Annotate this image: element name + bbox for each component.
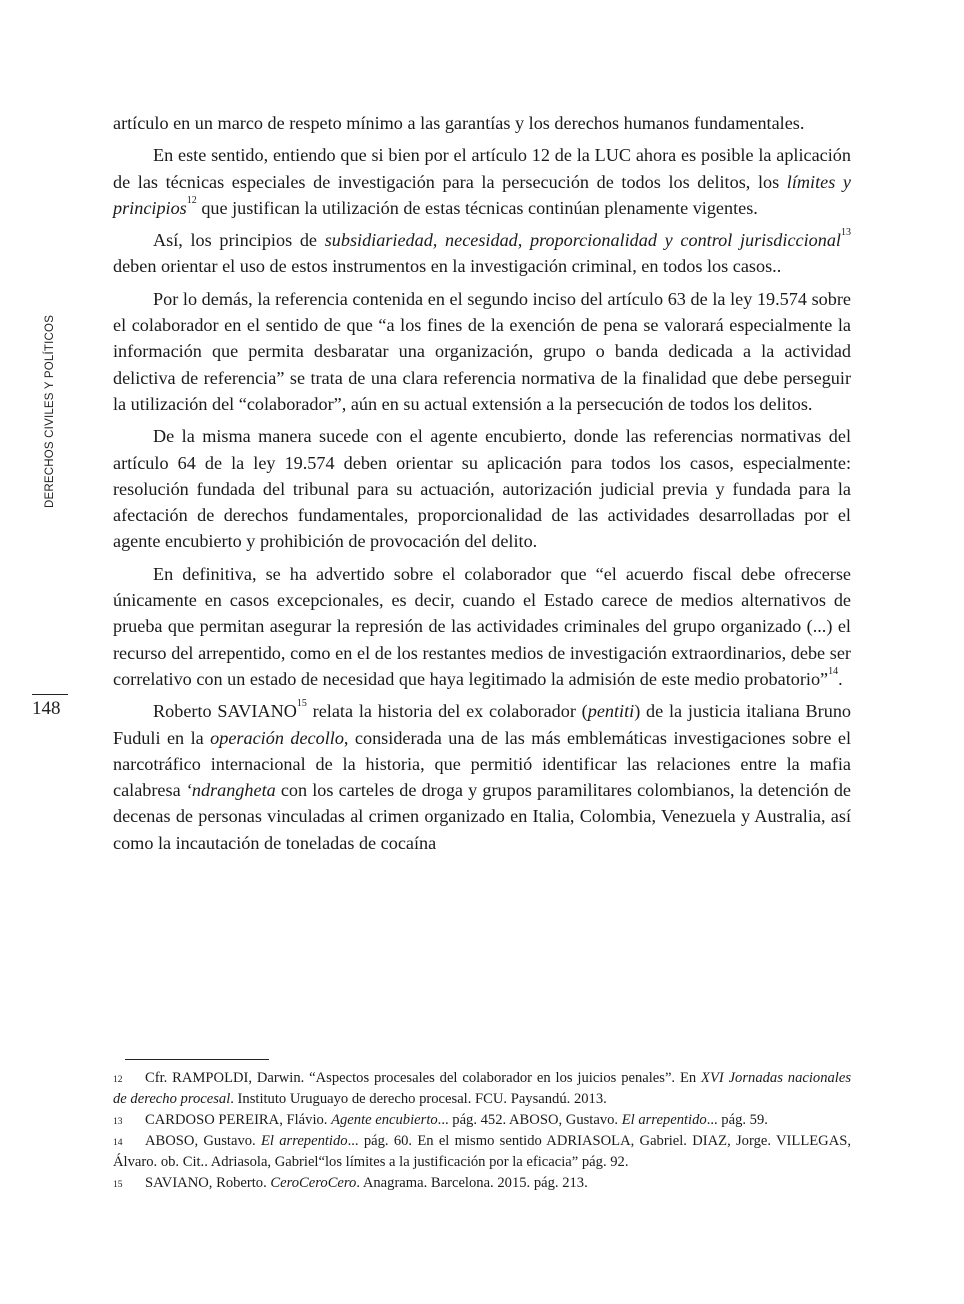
footnote-ref: 13 <box>841 227 851 239</box>
footnote-14 <box>113 1131 851 1173</box>
footnote-number: 13 <box>113 1117 123 1127</box>
footnote-13 <box>113 1110 851 1131</box>
page-number: 148 <box>32 698 61 719</box>
paragraph-text: Roberto SAVIANO <box>153 701 297 722</box>
footnote-text: SAVIANO, Roberto. <box>145 1175 271 1191</box>
footnote-text: ... pág. 60. En el mismo sentido ADRIASOLA, Gabriel. DIAZ, Jorge. VILLEGAS, Álvaro. ob. Cit.. Adriasola, Gabriel“los límites a la justificación por la eficacia” pág. 92. <box>113 1133 852 1170</box>
footnote-number: 12 <box>113 1075 123 1085</box>
paragraph-text: con los carteles de droga y grupos paramilitares colombianos, la detención de decenas de personas vinculadas al crimen organizado en Italia, Colombia, Venezuela y Australia, así como la incautación de toneladas de cocaína <box>113 780 851 853</box>
paragraph-6 <box>113 561 851 692</box>
footnote-12 <box>113 1068 851 1110</box>
paragraph-text: deben orientar el uso de estos instrumentos en la investigación criminal, en todos los casos.. <box>113 256 782 277</box>
footnote-italic: XVI Jornadas nacionales de derecho procesal <box>113 1070 851 1107</box>
footnote-text: ... pág. 452. ABOSO, Gustavo. <box>437 1112 622 1128</box>
footnote-15 <box>113 1173 851 1194</box>
footnote-ref: 12 <box>186 194 197 206</box>
paragraph-text: artículo en un marco de respeto mínimo a las garantías y los derechos humanos fundamentales. <box>113 113 805 133</box>
footnote-text: Cfr. RAMPOLDI, Darwin. “Aspectos procesales del colaborador en los juicios penales”. En <box>145 1070 702 1086</box>
paragraph-text: En definitiva, se ha advertido sobre el colaborador que “el acuerdo fiscal debe ofrecerse únicamente en casos excepcionales, es decir, cuando el Estado carece de medios alternativos de prueba que permitan asegurar la represión de las actividades criminales del grupo organizado (...) el recurso del arrepentido, como en el de los restantes medios de investigación extraordinarios, debe ser correlativo con un estado de necesidad que haya legitimado la admisión de este medio probatorio” <box>113 563 851 689</box>
footnote-text: ABOSO, Gustavo. <box>145 1133 261 1149</box>
paragraph-text: ) de la justicia italiana Bruno Fuduli en la <box>113 701 852 748</box>
paragraph-1 <box>113 110 851 136</box>
footnote-italic: CeroCeroCero <box>270 1175 357 1191</box>
paragraph-text: De la misma manera sucede con el agente encubierto, donde las referencias normativas del artículo 64 de la ley 19.574 deben orientar su aplicación para todos los casos, especialmente: resolución fundada del tribunal para su actuación, autorización judicial previa y fundada para la afectación de derechos fundamentales, proporcionalidad de las actividades desarrolladas por el agente encubierto y prohibición de provocación del delito. <box>113 426 851 552</box>
footnote-text: . Anagrama. Barcelona. 2015. pág. 213. <box>356 1175 588 1191</box>
footnote-ref: 15 <box>296 698 307 710</box>
paragraph-5 <box>113 423 851 554</box>
footnote-ref: 14 <box>828 665 839 677</box>
paragraph-text: En este sentido, entiendo que si bien por el artículo 12 de la LUC ahora es posible la aplicación de las técnicas especiales de investigación para la persecución de todos los delitos, los <box>113 145 851 192</box>
italic-term: subsidiariedad, necesidad, proporcionalidad y control jurisdiccional <box>324 230 841 251</box>
footnote-number: 14 <box>113 1138 123 1148</box>
footnote-text: . Instituto Uruguayo de derecho procesal. FCU. Paysandú. 2013. <box>230 1091 607 1107</box>
paragraph-text: relata la historia del ex colaborador ( <box>306 701 588 722</box>
body-text <box>113 110 851 862</box>
paragraph-text: que justifican la utilización de estas técnicas continúan plenamente vigentes. <box>196 197 758 218</box>
page-number-rule <box>32 694 68 695</box>
running-head: DERECHOS CIVILES Y POLÍTICOS <box>44 314 56 508</box>
footnote-number: 15 <box>113 1180 123 1190</box>
paragraph-3 <box>113 227 851 280</box>
italic-term: límites y principios <box>113 171 851 218</box>
paragraph-4 <box>113 286 851 417</box>
footnotes <box>113 1068 851 1194</box>
footnote-italic: El arrepentido <box>260 1133 348 1149</box>
paragraph-text: Por lo demás, la referencia contenida en el segundo inciso del artículo 63 de la ley 19.574 sobre el colaborador en el sentido de que “a los fines de la exención de pena se valorará especialmente la información que permita desbaratar una organización, grupo o banda dedicada a la actividad delictiva de referencia” se trata de una clara referencia normativa de la finalidad que debe perseguir la utilización del “colaborador”, aún en su actual extensión a la persecución de todos los delitos. <box>113 288 851 414</box>
footnote-italic: El arrepentido <box>621 1112 707 1128</box>
italic-term: ‘ndrangheta <box>185 780 276 801</box>
paragraph-text: , considerada una de las más emblemáticas investigaciones sobre el narcotráfico internacional de la historia, que permitió identificar las relaciones entre la mafia calabresa <box>113 727 852 801</box>
paragraph-7 <box>113 698 851 856</box>
footnote-italic: Agente encubierto <box>331 1112 438 1128</box>
footnote-text: ... pág. 59. <box>706 1112 768 1128</box>
italic-term: pentiti <box>587 701 635 722</box>
paragraph-2 <box>113 142 851 221</box>
footnote-text: CARDOSO PEREIRA, Flávio. <box>145 1112 332 1128</box>
paragraph-text: Así, los principios de <box>153 230 325 251</box>
italic-term: operación decollo <box>210 727 344 748</box>
paragraph-text: . <box>838 668 843 689</box>
footnote-rule <box>125 1059 269 1060</box>
